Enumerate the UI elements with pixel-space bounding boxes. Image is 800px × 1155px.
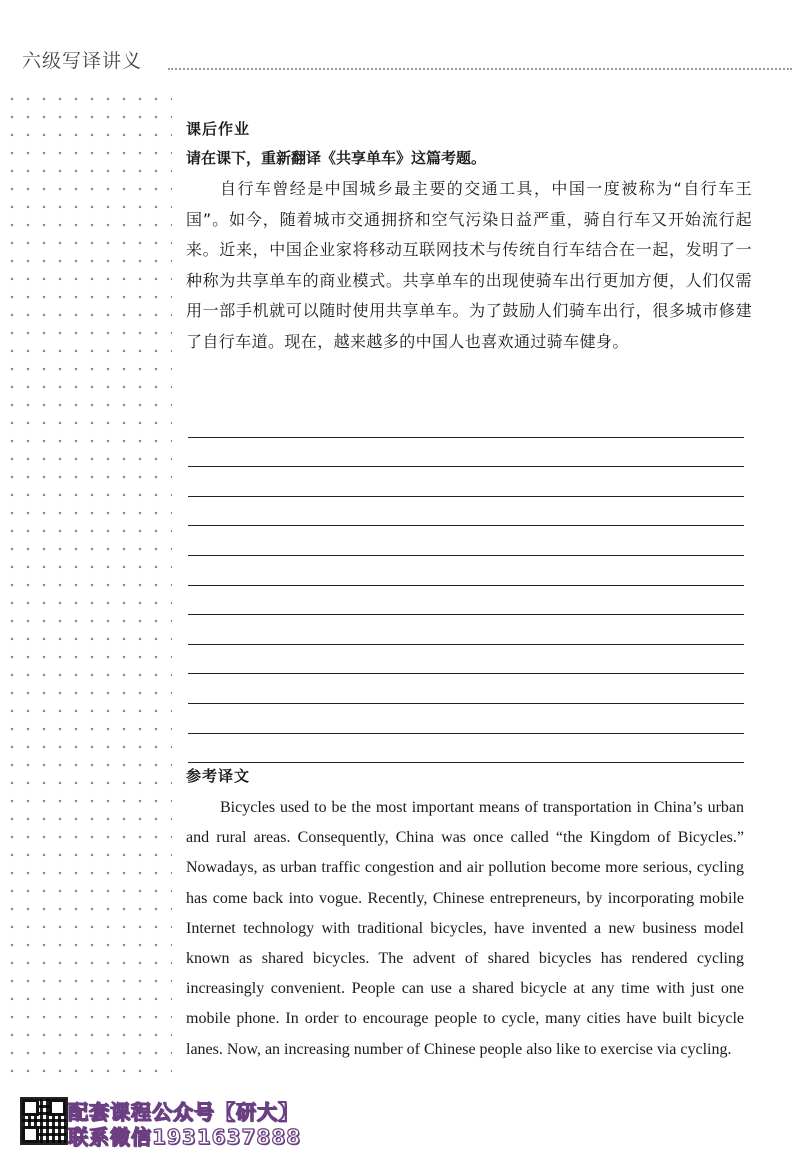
- homework-instruction: 请在课下，重新翻译《共享单车》这篇考题。: [186, 149, 487, 167]
- watermark-line-1: 配套课程公众号【研大】: [68, 1100, 299, 1124]
- answer-writing-area: [188, 408, 744, 763]
- answer-line: [188, 645, 744, 675]
- answer-line: [188, 408, 744, 438]
- answer-line: [188, 586, 744, 616]
- english-passage: Bicycles used to be the most important means of transportation in China’s urban and rural areas. Consequently, China was once called “the Kingdom of Bicycles.” Nowadays, as urban traffic congestion and air pollution become more serious, cycling has come back into vogue. Recently, Chinese entrepreneurs, by incorporating mobile Internet technology with traditional bicycles, have invented a new business model known as shared bicycles. The advent of shared bicycles has rendered cycling increasingly convenient. People can use a shared bicycle at any time with just one mobile phone. In order to encourage people to cycle, many cities have built bicycle lanes. Now, an increasing number of Chinese people also like to exercise via cycling.: [186, 799, 744, 1058]
- header-title: 六级写译讲义: [22, 50, 143, 72]
- watermark-line-2: 联系微信1931637888: [68, 1125, 302, 1149]
- homework-heading: 课后作业: [186, 120, 251, 138]
- margin-dot-grid: [0, 86, 172, 1086]
- answer-line: [188, 438, 744, 468]
- reference-heading: 参考译文: [186, 767, 251, 785]
- answer-line: [188, 556, 744, 586]
- answer-line: [188, 674, 744, 704]
- answer-line: [188, 526, 744, 556]
- header-divider: [168, 68, 792, 70]
- chinese-passage: 自行车曾经是中国城乡最主要的交通工具，中国一度被称为“自行车王国”。如今，随着城市交通拥挤和空气污染日益严重，骑自行车又开始流行起来。近来，中国企业家将移动互联网技术与传统自行车结合在一起，发明了一种称为共享单车的商业模式。共享单车的出现使骑车出行更加方便，人们仅需用一部手机就可以随时使用共享单车。为了鼓励人们骑车出行，很多城市修建了自行车道。现在，越来越多的中国人也喜欢通过骑车健身。: [186, 179, 752, 351]
- answer-line: [188, 467, 744, 497]
- answer-line: [188, 615, 744, 645]
- answer-line: [188, 704, 744, 734]
- answer-line: [188, 734, 744, 764]
- answer-line: [188, 497, 744, 527]
- qr-code-icon: [20, 1097, 68, 1145]
